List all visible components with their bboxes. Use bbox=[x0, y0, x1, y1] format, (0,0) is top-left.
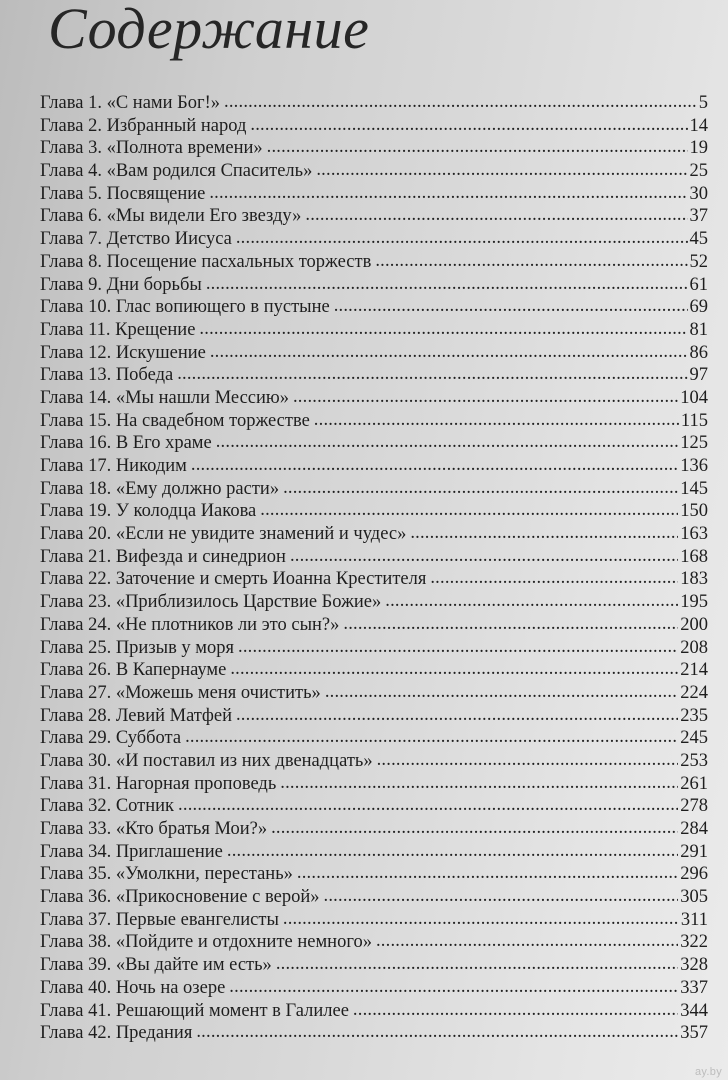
toc-dot-leader bbox=[236, 227, 688, 250]
toc-entry bbox=[40, 886, 708, 909]
toc-chapter-title: Глава 31. Нагорная проповедь bbox=[40, 773, 277, 794]
toc-page-number: 278 bbox=[680, 796, 708, 817]
toc-chapter-title: Глава 33. «Кто братья Мои?» bbox=[40, 819, 268, 839]
toc-entry bbox=[40, 909, 708, 932]
toc-dot-leader bbox=[178, 794, 678, 817]
toc-dot-leader bbox=[238, 636, 678, 659]
toc-dot-leader bbox=[316, 159, 687, 182]
page-title: Содержание bbox=[48, 0, 370, 61]
toc-entry bbox=[40, 410, 708, 433]
toc-chapter-title: Глава 13. Победа bbox=[40, 365, 174, 386]
toc-chapter-title: Глава 30. «И поставил из них двенадцать» bbox=[40, 750, 373, 771]
toc-dot-leader bbox=[343, 613, 678, 636]
toc-chapter-title: Глава 27. «Можешь меня очистить» bbox=[40, 682, 321, 703]
toc-page-number: 344 bbox=[680, 1000, 708, 1021]
toc-chapter-title: Глава 12. Искушение bbox=[40, 342, 206, 363]
toc-page-number: 296 bbox=[680, 864, 708, 885]
toc-page-number: 37 bbox=[689, 206, 708, 227]
toc-chapter-title: Глава 16. В Его храме bbox=[40, 433, 212, 454]
toc-chapter-title: Глава 11. Крещение bbox=[40, 319, 196, 340]
toc-dot-leader bbox=[196, 1021, 678, 1044]
toc-dot-leader bbox=[224, 91, 697, 114]
toc-dot-leader bbox=[191, 454, 678, 477]
toc-dot-leader bbox=[185, 726, 678, 749]
toc-page-number: 195 bbox=[680, 592, 708, 613]
toc-entry bbox=[40, 750, 708, 773]
toc-chapter-title: Глава 25. Призыв у моря bbox=[40, 637, 235, 658]
toc-chapter-title: Глава 19. У колодца Иакова bbox=[40, 501, 257, 522]
toc-chapter-title: Глава 5. Посвящение bbox=[40, 183, 206, 204]
toc-page-number: 52 bbox=[689, 251, 708, 272]
toc-page-number: 337 bbox=[680, 977, 708, 998]
toc-dot-leader bbox=[283, 908, 679, 931]
toc-entry bbox=[40, 296, 708, 319]
toc-page-number: 357 bbox=[680, 1023, 708, 1044]
toc-dot-leader bbox=[293, 386, 678, 409]
toc-entry bbox=[40, 977, 708, 1000]
toc-page-number: 328 bbox=[680, 955, 708, 976]
toc-entry bbox=[40, 432, 708, 455]
toc-dot-leader bbox=[385, 590, 678, 613]
toc-page-number: 61 bbox=[689, 274, 708, 295]
toc-chapter-title: Глава 8. Посещение пасхальных торжеств bbox=[40, 251, 372, 272]
toc-page-number: 214 bbox=[680, 660, 708, 681]
toc-entry bbox=[40, 319, 708, 342]
toc-dot-leader bbox=[230, 658, 678, 681]
toc-dot-leader bbox=[227, 840, 678, 863]
toc-entry bbox=[40, 364, 708, 387]
toc-chapter-title: Глава 24. «Не плотников ли это сын?» bbox=[40, 614, 340, 635]
toc-dot-leader bbox=[375, 250, 687, 273]
toc-entry bbox=[40, 137, 708, 160]
toc-page-number: 5 bbox=[698, 93, 708, 113]
toc-dot-leader bbox=[271, 817, 678, 840]
toc-page-number: 104 bbox=[680, 387, 708, 408]
toc-dot-leader bbox=[210, 341, 688, 364]
toc-dot-leader bbox=[410, 522, 678, 545]
toc-entry bbox=[40, 500, 708, 523]
toc-page-number: 25 bbox=[689, 161, 708, 182]
toc-chapter-title: Глава 42. Предания bbox=[40, 1023, 193, 1044]
toc-chapter-title: Глава 20. «Если не увидите знамений и чудес» bbox=[40, 524, 407, 545]
toc-dot-leader bbox=[353, 999, 678, 1022]
table-of-contents bbox=[40, 92, 708, 1045]
toc-chapter-title: Глава 17. Никодим bbox=[40, 456, 187, 476]
toc-entry bbox=[40, 954, 708, 977]
toc-page-number: 97 bbox=[689, 365, 708, 386]
toc-chapter-title: Глава 10. Глас вопиющего в пустыне bbox=[40, 297, 330, 318]
toc-dot-leader bbox=[236, 704, 678, 727]
toc-chapter-title: Глава 37. Первые евангелисты bbox=[40, 909, 279, 930]
toc-dot-leader bbox=[199, 318, 687, 341]
toc-chapter-title: Глава 2. Избранный народ bbox=[40, 115, 247, 136]
toc-dot-leader bbox=[216, 431, 679, 454]
toc-entry bbox=[40, 841, 708, 864]
toc-entry bbox=[40, 591, 708, 614]
toc-entry bbox=[40, 637, 708, 660]
toc-entry bbox=[40, 342, 708, 365]
toc-chapter-title: Глава 4. «Вам родился Спаситель» bbox=[40, 161, 313, 182]
toc-page-number: 86 bbox=[689, 342, 708, 363]
toc-chapter-title: Глава 6. «Мы видели Его звезду» bbox=[40, 206, 302, 227]
toc-entry bbox=[40, 205, 708, 228]
toc-chapter-title: Глава 9. Дни борьбы bbox=[40, 274, 202, 295]
toc-page-number: 224 bbox=[680, 682, 708, 703]
toc-entry bbox=[40, 274, 708, 297]
toc-page-number: 30 bbox=[689, 183, 708, 204]
toc-dot-leader bbox=[250, 114, 687, 137]
toc-page-number: 253 bbox=[680, 750, 708, 771]
toc-dot-leader bbox=[430, 567, 678, 590]
toc-page-number: 200 bbox=[680, 614, 708, 635]
toc-dot-leader bbox=[283, 477, 678, 500]
toc-dot-leader bbox=[314, 409, 679, 432]
watermark: ay.by bbox=[695, 1066, 722, 1078]
toc-chapter-title: Глава 1. «С нами Бог!» bbox=[40, 93, 221, 113]
toc-dot-leader bbox=[290, 545, 678, 568]
toc-page-number: 168 bbox=[680, 546, 708, 567]
toc-entry bbox=[40, 455, 708, 478]
toc-dot-leader bbox=[260, 499, 678, 522]
toc-entry bbox=[40, 727, 708, 750]
toc-entry bbox=[40, 160, 708, 183]
toc-page-number: 19 bbox=[689, 138, 708, 159]
toc-page-number: 245 bbox=[680, 728, 708, 749]
toc-chapter-title: Глава 15. На свадебном торжестве bbox=[40, 410, 310, 431]
toc-chapter-title: Глава 41. Решающий момент в Галилее bbox=[40, 1000, 349, 1021]
toc-entry bbox=[40, 614, 708, 637]
toc-page-number: 45 bbox=[689, 229, 708, 250]
toc-dot-leader bbox=[267, 136, 688, 159]
toc-page-number: 183 bbox=[680, 569, 708, 590]
toc-page-number: 81 bbox=[689, 319, 708, 340]
toc-chapter-title: Глава 28. Левий Матфей bbox=[40, 705, 232, 726]
toc-entry bbox=[40, 705, 708, 728]
toc-entry bbox=[40, 115, 708, 138]
toc-chapter-title: Глава 7. Детство Иисуса bbox=[40, 229, 232, 250]
toc-dot-leader bbox=[297, 862, 678, 885]
toc-page-number: 291 bbox=[680, 841, 708, 862]
toc-chapter-title: Глава 3. «Полнота времени» bbox=[40, 138, 263, 159]
toc-chapter-title: Глава 26. В Капернауме bbox=[40, 660, 227, 681]
toc-dot-leader bbox=[376, 930, 678, 953]
toc-entry bbox=[40, 659, 708, 682]
toc-chapter-title: Глава 32. Сотник bbox=[40, 796, 175, 817]
toc-dot-leader bbox=[324, 885, 679, 908]
toc-chapter-title: Глава 18. «Ему должно расти» bbox=[40, 478, 280, 499]
toc-entry bbox=[40, 773, 708, 796]
toc-entry bbox=[40, 931, 708, 954]
toc-chapter-title: Глава 40. Ночь на озере bbox=[40, 977, 226, 998]
toc-dot-leader bbox=[177, 363, 687, 386]
toc-page-number: 284 bbox=[680, 819, 708, 839]
toc-entry bbox=[40, 863, 708, 886]
toc-page-number: 69 bbox=[689, 297, 708, 318]
toc-page-number: 208 bbox=[680, 637, 708, 658]
toc-dot-leader bbox=[280, 772, 678, 795]
toc-page-number: 163 bbox=[680, 524, 708, 545]
toc-chapter-title: Глава 21. Вифезда и синедрион bbox=[40, 546, 286, 567]
toc-chapter-title: Глава 38. «Пойдите и отдохните немного» bbox=[40, 932, 372, 953]
toc-entry bbox=[40, 251, 708, 274]
toc-chapter-title: Глава 39. «Вы дайте им есть» bbox=[40, 955, 272, 976]
toc-entry bbox=[40, 92, 708, 115]
toc-entry bbox=[40, 387, 708, 410]
toc-chapter-title: Глава 29. Суббота bbox=[40, 728, 182, 749]
toc-chapter-title: Глава 23. «Приблизилось Царствие Божие» bbox=[40, 592, 382, 613]
toc-entry bbox=[40, 523, 708, 546]
toc-entry bbox=[40, 546, 708, 569]
toc-page-number: 261 bbox=[680, 773, 708, 794]
toc-dot-leader bbox=[229, 976, 678, 999]
toc-page-number: 235 bbox=[680, 705, 708, 726]
toc-entry bbox=[40, 568, 708, 591]
toc-dot-leader bbox=[377, 749, 679, 772]
toc-page-number: 305 bbox=[680, 887, 708, 908]
toc-dot-leader bbox=[206, 273, 688, 296]
toc-entry bbox=[40, 1000, 708, 1023]
toc-chapter-title: Глава 34. Приглашение bbox=[40, 841, 223, 862]
toc-entry bbox=[40, 478, 708, 501]
toc-chapter-title: Глава 35. «Умолкни, перестань» bbox=[40, 864, 293, 885]
toc-entry bbox=[40, 183, 708, 206]
toc-chapter-title: Глава 14. «Мы нашли Мессию» bbox=[40, 387, 289, 408]
toc-page-number: 136 bbox=[680, 456, 708, 476]
toc-entry bbox=[40, 228, 708, 251]
toc-dot-leader bbox=[334, 295, 688, 318]
toc-entry bbox=[40, 682, 708, 705]
toc-entry bbox=[40, 1022, 708, 1045]
toc-chapter-title: Глава 22. Заточение и смерть Иоанна Крестителя bbox=[40, 569, 427, 590]
toc-chapter-title: Глава 36. «Прикосновение с верой» bbox=[40, 887, 320, 908]
toc-entry bbox=[40, 818, 708, 841]
toc-page-number: 150 bbox=[680, 501, 708, 522]
toc-page-number: 115 bbox=[680, 410, 708, 431]
toc-dot-leader bbox=[209, 182, 687, 205]
toc-dot-leader bbox=[305, 204, 687, 227]
toc-page-number: 14 bbox=[689, 115, 708, 136]
toc-page-number: 145 bbox=[680, 478, 708, 499]
toc-dot-leader bbox=[276, 953, 678, 976]
toc-entry bbox=[40, 795, 708, 818]
toc-page-number: 322 bbox=[680, 932, 708, 953]
toc-page-number: 125 bbox=[680, 433, 708, 454]
toc-dot-leader bbox=[325, 681, 678, 704]
toc-page-number: 311 bbox=[680, 909, 708, 930]
